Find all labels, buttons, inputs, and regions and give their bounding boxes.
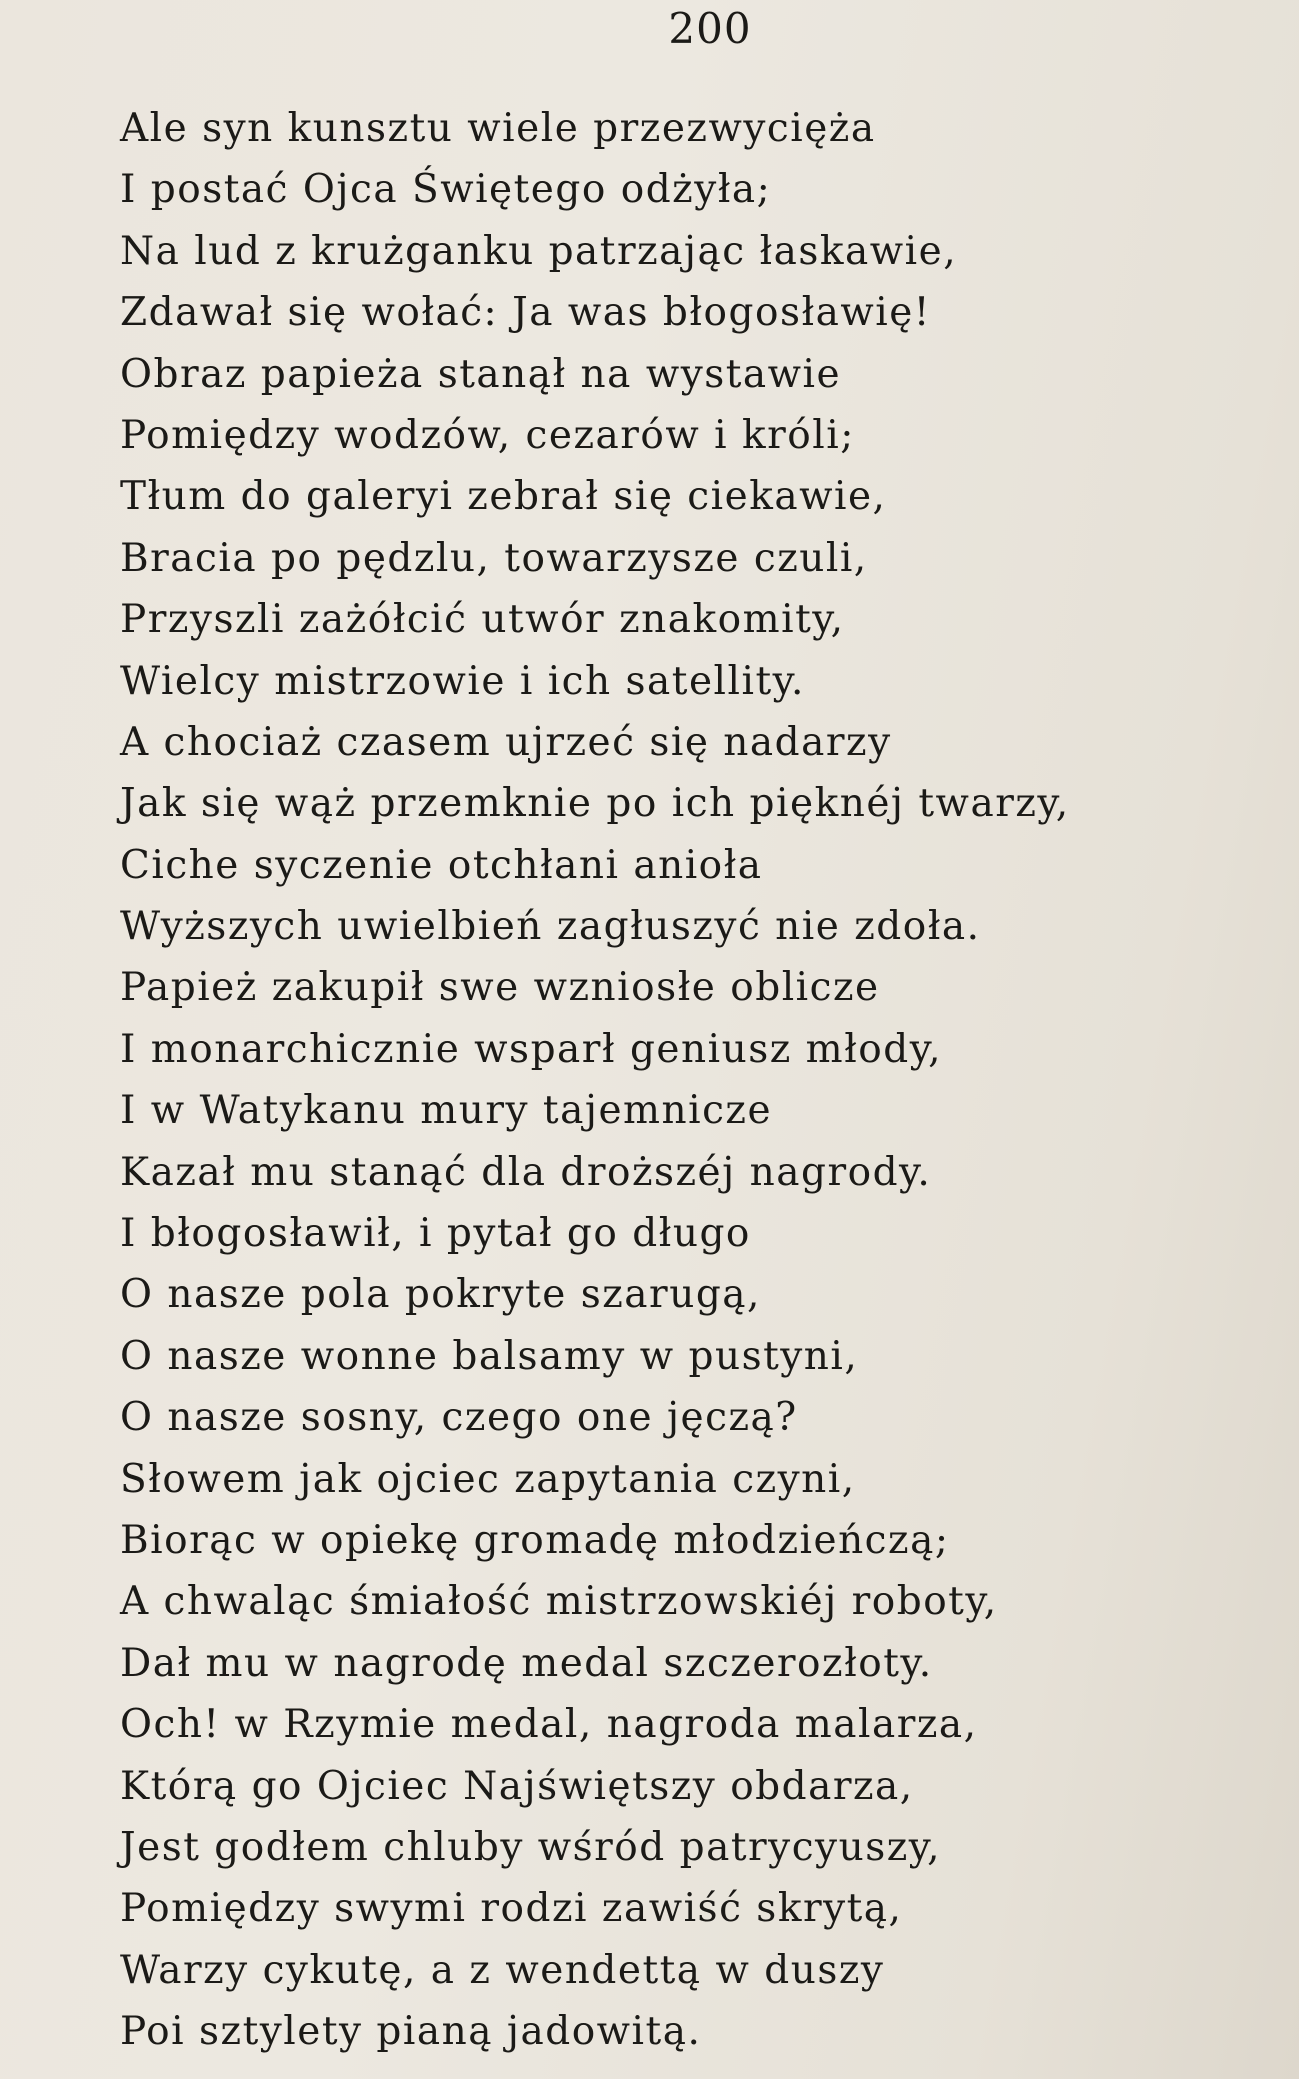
poem-text: [120, 98, 1240, 2063]
poem-line: Warzy cykutę, a z wendettą w duszy: [120, 1947, 885, 1993]
poem-line: O nasze sosny, czego one jęczą?: [120, 1395, 798, 1441]
poem-line: Zdawał się wołać: Ja was błogosławię!: [120, 290, 931, 336]
poem-line: Biorąc w opiekę gromadę młodzieńczą;: [120, 1517, 950, 1563]
poem-line: Obraz papieża stanął na wystawie: [120, 351, 842, 397]
poem-line: Bracia po pędzlu, towarzysze czuli,: [120, 535, 868, 581]
poem-line: Dał mu w nagrodę medal szczerozłoty.: [120, 1640, 933, 1686]
poem-line: Wielcy mistrzowie i ich satellity.: [120, 658, 805, 704]
poem-line: I w Watykanu mury tajemnicze: [120, 1088, 773, 1134]
poem-line: Jak się wąż przemknie po ich pięknéj twarzy,: [120, 781, 1070, 827]
page-number: 200: [668, 4, 752, 53]
poem-line: Pomiędzy wodzów, cezarów i króli;: [120, 412, 855, 458]
poem-line: I postać Ojca Świętego odżyła;: [120, 167, 772, 213]
poem-line: Jest godłem chluby wśród patrycyuszy,: [120, 1824, 942, 1870]
poem-line: Kazał mu stanąć dla droższéj nagrody.: [120, 1149, 932, 1195]
poem-line: Papież zakupił swe wzniosłe oblicze: [120, 965, 880, 1011]
poem-line: Ciche syczenie otchłani anioła: [120, 842, 763, 888]
poem-line: Słowem jak ojciec zapytania czyni,: [120, 1456, 856, 1502]
poem-line: Przyszli zażółcić utwór znakomity,: [120, 597, 845, 643]
poem-line: O nasze wonne balsamy w pustyni,: [120, 1333, 859, 1379]
poem-line: I monarchicznie wsparł geniusz młody,: [120, 1026, 942, 1072]
poem-line: Wyższych uwielbień zagłuszyć nie zdoła.: [120, 904, 981, 950]
poem-line: Którą go Ojciec Najświętszy obdarza,: [120, 1763, 914, 1809]
poem-line: O nasze pola pokryte szarugą,: [120, 1272, 761, 1318]
poem-line: Poi sztylety pianą jadowitą.: [120, 2009, 702, 2055]
poem-line: Och! w Rzymie medal, nagroda malarza,: [120, 1702, 978, 1748]
poem-line: I błogosławił, i pytał go długo: [120, 1211, 751, 1257]
poem-line: Tłum do galeryi zebrał się ciekawie,: [120, 474, 887, 520]
poem-line: Ale syn kunsztu wiele przezwycięża: [120, 106, 876, 151]
poem-line: Na lud z krużganku patrzając łaskawie,: [120, 228, 958, 274]
poem-line: Pomiędzy swymi rodzi zawiść skrytą,: [120, 1886, 903, 1932]
poem-line: A chwaląc śmiałość mistrzowskiéj roboty,: [120, 1579, 998, 1625]
poem-line: A chociaż czasem ujrzeć się nadarzy: [120, 719, 892, 765]
